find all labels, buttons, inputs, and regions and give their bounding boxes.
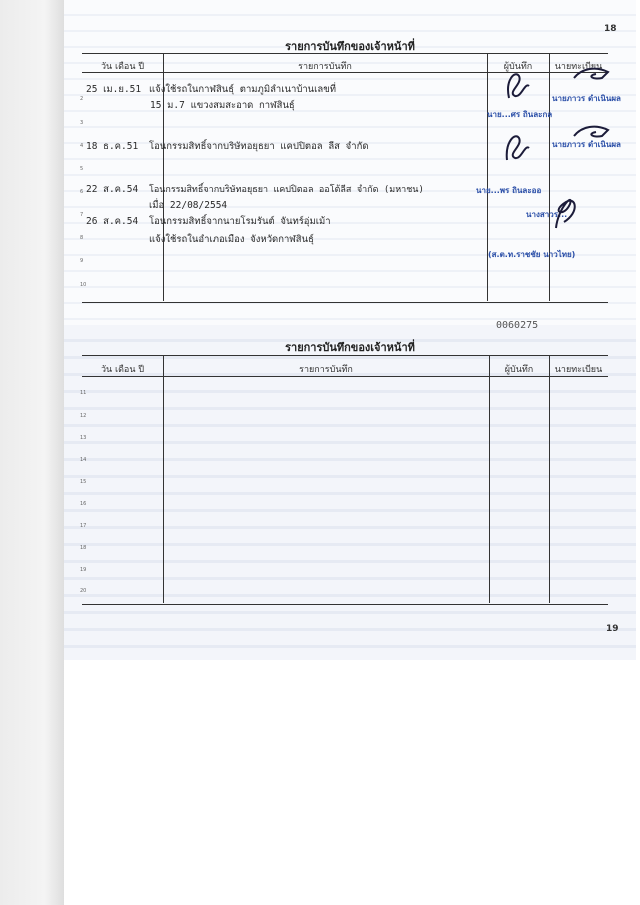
- row-number: 2: [80, 96, 84, 102]
- records-table-bottom: [82, 355, 608, 605]
- row-number: 3: [80, 120, 84, 126]
- entry-text: โอนกรรมสิทธิ์จากนายโรมรันต์ จันทร์อุ่มเม้า: [149, 216, 331, 227]
- section-title-bottom: รายการบันทึกของเจ้าหน้าที่: [285, 341, 415, 354]
- row-number: 6: [80, 189, 84, 195]
- row-number: 17: [80, 523, 87, 529]
- row-number: 4: [80, 143, 84, 149]
- document-number: 0060275: [496, 320, 539, 331]
- row-number: 9: [80, 258, 84, 264]
- entry-text: 15 ม.7 แขวงสมสะอาด กาฬสินธุ์: [150, 100, 295, 111]
- scan-edge: [0, 0, 64, 905]
- section-title-top: รายการบันทึกของเจ้าหน้าที่: [285, 40, 415, 53]
- page-number-top: 18: [604, 24, 617, 34]
- column-line: [163, 355, 164, 603]
- registrar-stamp: นางสาวร...: [526, 210, 568, 219]
- recorder-stamp: นาย...พร ถินละออ: [476, 186, 542, 195]
- header-registrar: นายทะเบียน: [554, 62, 603, 72]
- header-date: วัน เดือน ปี: [100, 365, 145, 375]
- registrar-stamp: (ส.ต.ท.ราชชัย นาวไทย): [488, 250, 576, 259]
- entry-text: โอนกรรมสิทธิ์จากบริษัทอยุธยา แคปปิตอล ลีส จำกัด: [149, 141, 369, 152]
- column-line: [549, 355, 550, 603]
- signature: [572, 64, 610, 84]
- row-number: 13: [80, 435, 87, 441]
- signature: [495, 70, 535, 100]
- entry-text: แจ้งใช้รถในกาฬสินธุ์ ตามภูมิลำเนาบ้านเลขที่: [149, 84, 336, 95]
- signature: [497, 130, 537, 162]
- header-items: รายการบันทึก: [298, 62, 352, 72]
- row-number: 12: [80, 413, 87, 419]
- signature: [572, 122, 610, 142]
- registrar-stamp: นายภาวร ดำเนินผล: [552, 140, 621, 149]
- column-line: [549, 53, 550, 301]
- row-number: 5: [80, 166, 84, 172]
- registrar-stamp: นายภาวร ดำเนินผล: [552, 94, 621, 103]
- entry-date: 22 ส.ค.54: [86, 184, 139, 195]
- row-number: 15: [80, 479, 87, 485]
- entry-text: โอนกรรมสิทธิ์จากบริษัทอยุธยา แคปปิตอล ออโต้ลีส จำกัด (มหาชน): [149, 185, 424, 195]
- row-number: 11: [80, 390, 87, 396]
- entry-date: 18 ธ.ค.51: [86, 141, 139, 152]
- row-number: 20: [80, 588, 87, 594]
- entry-text: เมื่อ 22/08/2554: [149, 200, 228, 211]
- entry-date: 25 เม.ย.51: [86, 84, 142, 95]
- entry-text: แจ้งใช้รถในอำเภอเมือง จังหวัดกาฬสินธุ์: [149, 234, 314, 245]
- recorder-stamp: นาย...ศร ถินละกล: [487, 110, 553, 119]
- row-number: 10: [80, 282, 87, 288]
- page-number-bottom: 19: [606, 624, 619, 634]
- row-number: 7: [80, 212, 84, 218]
- row-number: 19: [80, 567, 87, 573]
- row-number: 8: [80, 235, 84, 241]
- header-recorder: ผู้บันทึก: [503, 62, 533, 72]
- header-date: วัน เดือน ปี: [100, 62, 145, 72]
- row-number: 16: [80, 501, 87, 507]
- header-registrar: นายทะเบียน: [554, 365, 603, 375]
- header-items: รายการบันทึก: [299, 365, 353, 375]
- column-line: [487, 53, 488, 301]
- entry-date: 26 ส.ค.54: [86, 216, 139, 227]
- header-divider: [82, 376, 608, 377]
- column-line: [489, 355, 490, 603]
- row-number: 18: [80, 545, 87, 551]
- header-recorder: ผู้บันทึก: [504, 365, 534, 375]
- signature: [544, 182, 584, 232]
- row-number: 14: [80, 457, 87, 463]
